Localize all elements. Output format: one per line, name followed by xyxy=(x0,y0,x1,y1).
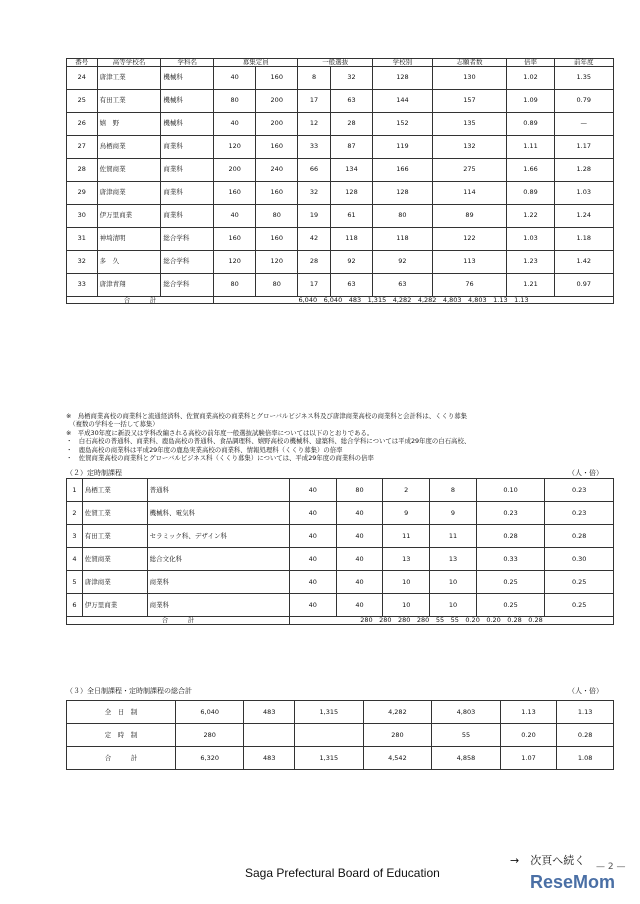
table-cell: 4 xyxy=(67,548,83,571)
note-line: ※ 平成30年度に新設又は学科改編される高校の前年度一般選抜試験倍率については以下のとおりである。 xyxy=(66,428,374,437)
table-cell: 32 xyxy=(67,250,98,273)
col-prev: 前年度 xyxy=(554,59,613,67)
table-cell: 機械科 xyxy=(161,112,214,135)
table-cell: 144 xyxy=(373,89,432,112)
table-cell: 240 xyxy=(256,158,298,181)
table-cell: 134 xyxy=(330,158,373,181)
table-cell: 5 xyxy=(67,571,83,594)
table-cell: 160 xyxy=(256,135,298,158)
col-no: 番号 xyxy=(67,59,98,67)
table-cell: 1 xyxy=(67,479,83,502)
table-cell: 42 xyxy=(298,227,330,250)
next-page-note: → 次頁へ続く xyxy=(510,854,586,867)
table-cell: 483 xyxy=(244,701,295,724)
table-cell: 29 xyxy=(67,181,98,204)
table-cell: 0.23 xyxy=(545,502,614,525)
table-cell: 総合学科 xyxy=(161,273,214,296)
table-cell: 118 xyxy=(330,227,373,250)
table-cell: 120 xyxy=(214,135,256,158)
table-row xyxy=(67,571,614,594)
table-cell: 1.13 xyxy=(557,701,614,724)
table-cell: 唐津商業 xyxy=(97,181,161,204)
table-cell: 40 xyxy=(336,548,383,571)
table-cell: 80 xyxy=(256,204,298,227)
table-row xyxy=(67,548,614,571)
table-cell: 6,320 xyxy=(175,747,244,770)
table-cell: 佐賀商業 xyxy=(82,548,147,571)
table-cell: 9 xyxy=(430,502,477,525)
table-cell: 200 xyxy=(256,89,298,112)
table-cell: 唐津青翔 xyxy=(97,273,161,296)
table-cell: 神埼清明 xyxy=(97,227,161,250)
table-cell: 伊万里商業 xyxy=(97,204,161,227)
table-cell: 40 xyxy=(214,112,256,135)
table-cell: 0.28 xyxy=(476,525,545,548)
table-cell: 0.25 xyxy=(476,594,545,617)
table-cell: 機械科 xyxy=(161,66,214,89)
table-cell: 66 xyxy=(298,158,330,181)
table-cell: 1.66 xyxy=(507,158,554,181)
table-cell: 総合文化科 xyxy=(147,548,289,571)
table-cell: 28 xyxy=(298,250,330,273)
table-cell: 普通科 xyxy=(147,479,289,502)
table-cell: 1.22 xyxy=(507,204,554,227)
table-cell: 総合学科 xyxy=(161,227,214,250)
table-cell: 120 xyxy=(214,250,256,273)
table-cell: 63 xyxy=(330,273,373,296)
table-cell: 119 xyxy=(373,135,432,158)
table-cell: 全 日 制 xyxy=(67,701,176,724)
table-cell: 40 xyxy=(336,571,383,594)
page-number: — 2 — xyxy=(596,862,626,872)
table-cell: 8 xyxy=(298,66,330,89)
table-cell: 1.13 xyxy=(500,701,557,724)
table-cell: 166 xyxy=(373,158,432,181)
table-cell: 17 xyxy=(298,273,330,296)
table-cell: 機械科、電気科 xyxy=(147,502,289,525)
table-cell xyxy=(295,724,364,747)
table-cell: 19 xyxy=(298,204,330,227)
col-course: 学科名 xyxy=(161,59,214,67)
table-row xyxy=(67,479,614,502)
full-time-total-row: 合 計 6,040 6,040 483 1,315 4,282 4,282 4,803 4,803 1.13 1.13 xyxy=(67,296,614,304)
table-row xyxy=(67,227,614,250)
table-cell: 4,803 xyxy=(432,701,501,724)
table-cell: 40 xyxy=(289,571,336,594)
table-cell: 多 久 xyxy=(97,250,161,273)
table-cell: 商業科 xyxy=(161,135,214,158)
table-cell: 1.07 xyxy=(500,747,557,770)
table-cell: 80 xyxy=(373,204,432,227)
table-cell: 160 xyxy=(256,66,298,89)
table-cell: 1.03 xyxy=(507,227,554,250)
table-cell: 唐津工業 xyxy=(97,66,161,89)
table-cell: 1.17 xyxy=(554,135,613,158)
table-row xyxy=(67,89,614,112)
table-cell: 1,315 xyxy=(295,747,364,770)
table-cell: 118 xyxy=(373,227,432,250)
table-cell: 128 xyxy=(373,66,432,89)
part-time-total-row: 合 計 280 280 280 280 55 55 0.20 0.20 0.28 0.28 xyxy=(67,617,614,625)
table-cell: 40 xyxy=(289,479,336,502)
footer-org: Saga Prefectural Board of Education xyxy=(245,866,440,880)
table-cell: 27 xyxy=(67,135,98,158)
table-cell: 483 xyxy=(244,747,295,770)
table-cell: 80 xyxy=(214,89,256,112)
table-cell: 13 xyxy=(383,548,430,571)
part-time-heading: （２）定時制課程 xyxy=(66,469,122,477)
table-cell: 12 xyxy=(298,112,330,135)
table-cell: 200 xyxy=(214,158,256,181)
table-cell: 17 xyxy=(298,89,330,112)
table-cell: 9 xyxy=(383,502,430,525)
table-row xyxy=(67,158,614,181)
table-cell: 1.09 xyxy=(507,89,554,112)
table-cell: 有田工業 xyxy=(97,89,161,112)
table-cell: 1.08 xyxy=(557,747,614,770)
table-cell: 30 xyxy=(67,204,98,227)
table-cell: 40 xyxy=(289,548,336,571)
table-cell: 0.10 xyxy=(476,479,545,502)
table-cell: 総合学科 xyxy=(161,250,214,273)
table-cell: 130 xyxy=(432,66,507,89)
table-cell: 10 xyxy=(430,571,477,594)
summary-table xyxy=(66,700,614,770)
table-cell: 28 xyxy=(67,158,98,181)
table-row xyxy=(67,204,614,227)
note-line: （複数の学科を一括して募集） xyxy=(66,420,159,429)
table-cell: 92 xyxy=(330,250,373,273)
part-time-unit: （人・倍） xyxy=(568,469,603,477)
table-cell: 佐賀商業 xyxy=(97,158,161,181)
full-time-table xyxy=(66,58,614,304)
table-cell: 0.79 xyxy=(554,89,613,112)
table-cell: 33 xyxy=(298,135,330,158)
table-cell: 11 xyxy=(383,525,430,548)
table-cell: 2 xyxy=(67,502,83,525)
table-cell: 1.28 xyxy=(554,158,613,181)
table-cell: 40 xyxy=(336,502,383,525)
table-cell: 128 xyxy=(330,181,373,204)
table-cell: 280 xyxy=(363,724,432,747)
table-cell xyxy=(244,724,295,747)
table-cell: 114 xyxy=(432,181,507,204)
table-cell: 63 xyxy=(373,273,432,296)
table-cell: 113 xyxy=(432,250,507,273)
table-cell: 1.42 xyxy=(554,250,613,273)
table-cell: セラミック科、デザイン科 xyxy=(147,525,289,548)
table-cell: 40 xyxy=(336,525,383,548)
table-cell: 92 xyxy=(373,250,432,273)
table-cell: 89 xyxy=(432,204,507,227)
table-cell: 32 xyxy=(298,181,330,204)
table-cell: 0.33 xyxy=(476,548,545,571)
table-cell: 1.18 xyxy=(554,227,613,250)
table-cell: 1.11 xyxy=(507,135,554,158)
table-cell: 1.23 xyxy=(507,250,554,273)
col-applicants: 志願者数 xyxy=(432,59,507,67)
col-cap: 募集定員 xyxy=(214,59,298,67)
table-cell: 0.23 xyxy=(476,502,545,525)
table-cell: 2 xyxy=(383,479,430,502)
table-cell: 13 xyxy=(430,548,477,571)
table-cell: 33 xyxy=(67,273,98,296)
table-row xyxy=(67,250,614,273)
table-cell: 10 xyxy=(383,571,430,594)
table-cell: 4,858 xyxy=(432,747,501,770)
table-cell: 1.24 xyxy=(554,204,613,227)
summary-unit: （人・倍） xyxy=(568,687,603,695)
table-cell: 4,282 xyxy=(363,701,432,724)
table-row xyxy=(67,66,614,89)
watermark-logo: ReseMom xyxy=(530,872,616,892)
table-cell: 25 xyxy=(67,89,98,112)
table-cell: 32 xyxy=(330,66,373,89)
table-cell: 152 xyxy=(373,112,432,135)
table-cell: 0.89 xyxy=(507,181,554,204)
table-cell: — xyxy=(554,112,613,135)
table-cell: 6 xyxy=(67,594,83,617)
table-cell: 商業科 xyxy=(161,158,214,181)
table-cell: 40 xyxy=(214,66,256,89)
table-cell: 200 xyxy=(256,112,298,135)
table-cell: 機械科 xyxy=(161,89,214,112)
col-general: 一般選抜 xyxy=(298,59,373,67)
notes xyxy=(66,412,606,462)
table-cell: 合 計 xyxy=(67,747,176,770)
col-gen-cap: 学校別 xyxy=(373,59,432,67)
table-cell: 1,315 xyxy=(295,701,364,724)
table-cell: 嬉 野 xyxy=(97,112,161,135)
table-cell: 80 xyxy=(256,273,298,296)
table-row xyxy=(67,135,614,158)
table-cell: 55 xyxy=(432,724,501,747)
note-line: ※ 鳥栖商業高校の商業科と流通経済科、佐賀商業高校の商業科とグローバルビジネス科及び唐津商業高校の商業科と会計科は、くくり募集 xyxy=(66,412,468,420)
table-cell: 8 xyxy=(430,479,477,502)
table-row xyxy=(67,594,614,617)
table-cell: 0.28 xyxy=(557,724,614,747)
col-school: 高等学校名 xyxy=(97,59,161,67)
table-cell: 6,040 xyxy=(175,701,244,724)
table-cell: 10 xyxy=(430,594,477,617)
table-cell: 伊万里商業 xyxy=(82,594,147,617)
table-cell: 鳥栖商業 xyxy=(97,135,161,158)
table-cell: 128 xyxy=(373,181,432,204)
table-cell: 商業科 xyxy=(147,571,289,594)
table-cell: 160 xyxy=(256,227,298,250)
table-cell: 76 xyxy=(432,273,507,296)
note-line: ・ 白石高校の普通科、商業科、鹿島高校の普通科、食品調理科、嬉野高校の機械科、建築科、総合学科については平成29年度の白石高校、 xyxy=(66,437,471,446)
table-row xyxy=(67,747,614,770)
table-cell: 280 xyxy=(175,724,244,747)
table-row xyxy=(67,273,614,296)
table-cell: 160 xyxy=(256,181,298,204)
table-cell: 135 xyxy=(432,112,507,135)
table-cell: 0.25 xyxy=(545,594,614,617)
table-cell: 佐賀工業 xyxy=(82,502,147,525)
note-line: ・ 佐賀商業高校の商業科とグローバルビジネス科（くくり募集）については、平成29年度の商業科の倍率 xyxy=(66,454,374,463)
table-cell: 0.23 xyxy=(545,479,614,502)
table-cell: 275 xyxy=(432,158,507,181)
table-cell: 40 xyxy=(336,594,383,617)
table-cell: 0.20 xyxy=(500,724,557,747)
table-cell: 0.89 xyxy=(507,112,554,135)
table-cell: 40 xyxy=(289,525,336,548)
table-cell: 40 xyxy=(289,502,336,525)
table-cell: 24 xyxy=(67,66,98,89)
table-row xyxy=(67,181,614,204)
table-cell: 1.02 xyxy=(507,66,554,89)
note-line: ・ 鹿島高校の商業科は平成29年度の鹿島実業高校の商業科、情報処理科（くくり募集）の倍率 xyxy=(66,445,343,454)
table-cell: 31 xyxy=(67,227,98,250)
table-cell: 有田工業 xyxy=(82,525,147,548)
table-cell: 0.97 xyxy=(554,273,613,296)
table-cell: 132 xyxy=(432,135,507,158)
table-cell: 61 xyxy=(330,204,373,227)
table-cell: 157 xyxy=(432,89,507,112)
table-row xyxy=(67,525,614,548)
table-cell: 4,542 xyxy=(363,747,432,770)
table-cell: 1.35 xyxy=(554,66,613,89)
table-row xyxy=(67,112,614,135)
table-cell: 160 xyxy=(214,181,256,204)
table-cell: 160 xyxy=(214,227,256,250)
table-cell: 鳥栖工業 xyxy=(82,479,147,502)
table-cell: 定 時 制 xyxy=(67,724,176,747)
table-cell: 26 xyxy=(67,112,98,135)
table-cell: 0.25 xyxy=(545,571,614,594)
table-cell: 1.03 xyxy=(554,181,613,204)
table-row xyxy=(67,701,614,724)
table-cell: 120 xyxy=(256,250,298,273)
table-cell: 40 xyxy=(289,594,336,617)
table-cell: 11 xyxy=(430,525,477,548)
table-cell: 商業科 xyxy=(161,204,214,227)
table-cell: 80 xyxy=(336,479,383,502)
table-cell: 122 xyxy=(432,227,507,250)
table-cell: 0.28 xyxy=(545,525,614,548)
table-cell: 10 xyxy=(383,594,430,617)
table-cell: 40 xyxy=(214,204,256,227)
table-cell: 0.30 xyxy=(545,548,614,571)
table-cell: 3 xyxy=(67,525,83,548)
table-cell: 商業科 xyxy=(161,181,214,204)
table-cell: 1.21 xyxy=(507,273,554,296)
col-ratio: 倍率 xyxy=(507,59,554,67)
table-row xyxy=(67,502,614,525)
table-cell: 0.25 xyxy=(476,571,545,594)
table-cell: 商業科 xyxy=(147,594,289,617)
table-cell: 87 xyxy=(330,135,373,158)
table-cell: 28 xyxy=(330,112,373,135)
table-cell: 唐津商業 xyxy=(82,571,147,594)
table-row xyxy=(67,724,614,747)
table-cell: 80 xyxy=(214,273,256,296)
summary-heading: （３）全日制課程・定時制課程の総合計 xyxy=(66,687,192,695)
part-time-table xyxy=(66,478,614,625)
table-cell: 63 xyxy=(330,89,373,112)
